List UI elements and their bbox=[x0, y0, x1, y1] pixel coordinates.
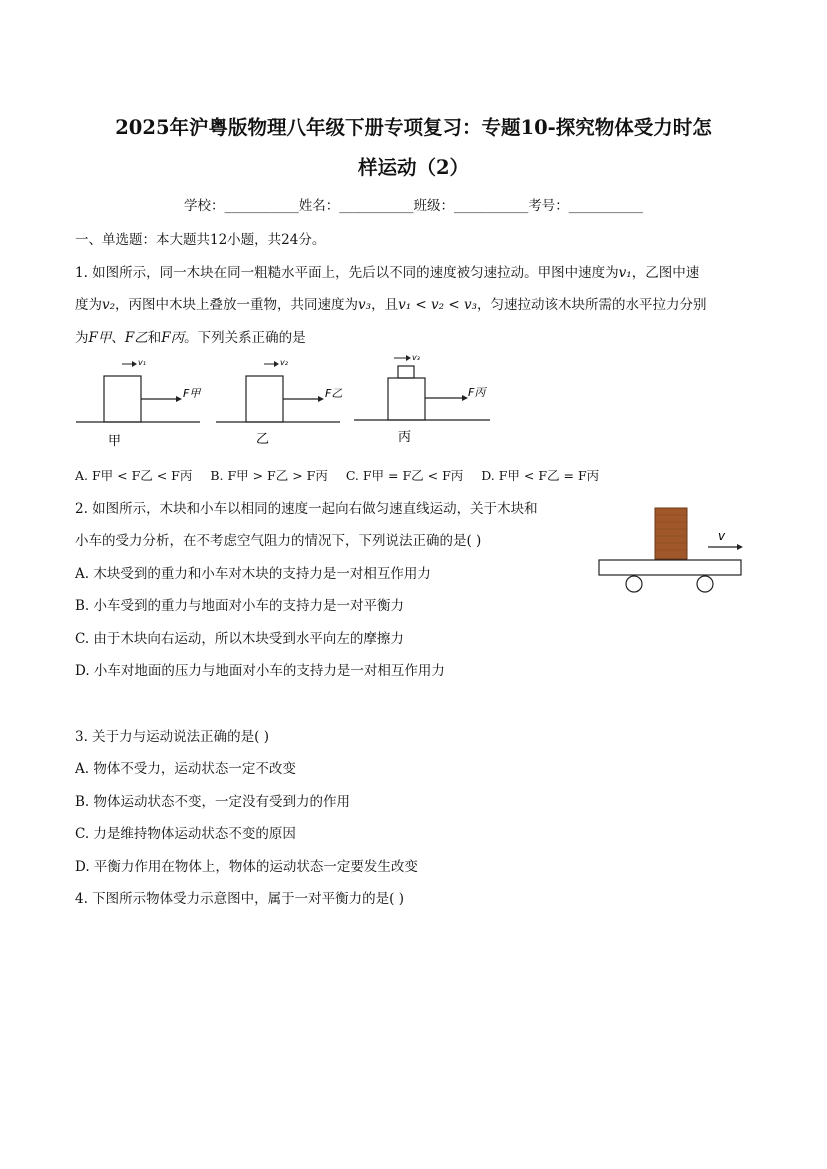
arrow-head-icon bbox=[737, 544, 743, 550]
q3-option-b[interactable]: B. 物体运动状态不变，一定没有受到力的作用 bbox=[75, 794, 351, 810]
title-line-2: 样运动（2） bbox=[357, 156, 470, 179]
q3-stem: 3. 关于力与运动说法正确的是( ) bbox=[75, 729, 269, 745]
q1-line-3 bbox=[75, 326, 306, 346]
q1-v3: v₃ bbox=[358, 297, 372, 313]
q3-option-a[interactable]: A. 物体不受力，运动状态一定不改变 bbox=[75, 761, 296, 777]
weight-block bbox=[398, 366, 414, 378]
q1-option-a[interactable]: A. F甲 < F乙 < F丙 bbox=[75, 468, 193, 483]
fig-f1: F甲 bbox=[183, 387, 201, 400]
fig-label-bing: 丙 bbox=[398, 430, 412, 445]
q1-line-1 bbox=[75, 261, 699, 281]
cart-body bbox=[599, 560, 741, 575]
q1-option-d[interactable]: D. F甲 < F乙 = F丙 bbox=[481, 468, 600, 483]
q2-line-2: 小车的受力分析，在不考虑空气阻力的情况下，下列说法正确的是( ) bbox=[75, 533, 482, 549]
q2-option-c[interactable]: C. 由于木块向右运动，所以木块受到水平向左的摩擦力 bbox=[75, 631, 404, 647]
arrow-head-icon bbox=[406, 355, 411, 361]
wooden-block bbox=[388, 378, 425, 420]
q1-f3: F丙 bbox=[161, 330, 185, 346]
q1-text: 度为 bbox=[75, 297, 102, 313]
arrow-head-icon bbox=[318, 396, 324, 402]
arrow-head-icon bbox=[176, 396, 182, 402]
fig-label-yi: 乙 bbox=[256, 432, 270, 447]
student-info-line: 学校：___________姓名：___________班级：___________考号：___________ bbox=[184, 198, 643, 214]
q1-text: 、 bbox=[111, 330, 125, 346]
q3-option-c[interactable]: C. 力是维持物体运动状态不变的原因 bbox=[75, 826, 296, 842]
fig-v2: v₂ bbox=[280, 358, 288, 367]
q2-line-1: 2. 如图所示，木块和小车以相同的速度一起向右做匀速直线运动，关于木块和 bbox=[75, 501, 538, 517]
q2-option-d[interactable]: D. 小车对地面的压力与地面对小车的支持力是一对相互作用力 bbox=[75, 663, 445, 679]
q1-option-b[interactable]: B. F甲 > F乙 > F丙 bbox=[210, 468, 328, 483]
fig-f3: F丙 bbox=[468, 386, 486, 399]
q1-v1: v₁ bbox=[618, 265, 632, 281]
q1-text: 为 bbox=[75, 330, 89, 346]
q1-text: ，乙图中速 bbox=[631, 265, 700, 281]
fig-v1: v₁ bbox=[138, 358, 146, 367]
fig-f2: F乙 bbox=[325, 387, 343, 400]
cart-wheel bbox=[626, 576, 642, 592]
q1-option-c[interactable]: C. F甲 = F乙 < F丙 bbox=[345, 468, 464, 483]
wooden-block bbox=[655, 508, 687, 559]
q1-inequality: v₁ < v₂ < v₃ bbox=[398, 297, 477, 313]
q1-line-2 bbox=[75, 293, 707, 313]
q3-option-d[interactable]: D. 平衡力作用在物体上，物体的运动状态一定要发生改变 bbox=[75, 859, 418, 875]
q1-f2: F乙 bbox=[124, 330, 148, 346]
q1-text: 。下列关系正确的是 bbox=[184, 330, 306, 346]
q1-text: 和 bbox=[147, 330, 162, 346]
q1-text: ，丙图中木块上叠放一重物，共同速度为 bbox=[115, 297, 359, 313]
q2-figure bbox=[594, 500, 750, 600]
cart-wheel bbox=[697, 576, 713, 592]
wooden-block bbox=[104, 376, 141, 422]
q4-stem: 4. 下图所示物体受力示意图中，属于一对平衡力的是( ) bbox=[75, 891, 404, 907]
fig-v3: v₃ bbox=[412, 353, 420, 362]
q1-options bbox=[75, 466, 613, 484]
q1-f1: F甲 bbox=[88, 330, 112, 346]
q1-v2: v₂ bbox=[102, 297, 116, 313]
q1-text: 1. 如图所示，同一木块在同一粗糙水平面上，先后以不同的速度被匀速拉动。甲图中速度为 bbox=[75, 265, 619, 281]
q1-text: ，且 bbox=[371, 297, 399, 313]
q1-text: ，匀速拉动该木块所需的水平拉力分别 bbox=[477, 297, 707, 313]
q2-option-b[interactable]: B. 小车受到的重力与地面对小车的支持力是一对平衡力 bbox=[75, 598, 405, 614]
arrow-head-icon bbox=[132, 361, 137, 367]
q2-option-a[interactable]: A. 木块受到的重力和小车对木块的支持力是一对相互作用力 bbox=[75, 566, 431, 582]
wooden-block bbox=[246, 376, 283, 422]
arrow-head-icon bbox=[274, 361, 279, 367]
fig-v: v bbox=[718, 529, 726, 543]
fig-label-jia: 甲 bbox=[108, 434, 122, 449]
q1-figure bbox=[70, 350, 510, 450]
section-heading: 一、单选题：本大题共12小题，共24分。 bbox=[75, 232, 326, 248]
title-line-1: 2025年沪粤版物理八年级下册专项复习：专题10-探究物体受力时怎 bbox=[115, 116, 712, 139]
